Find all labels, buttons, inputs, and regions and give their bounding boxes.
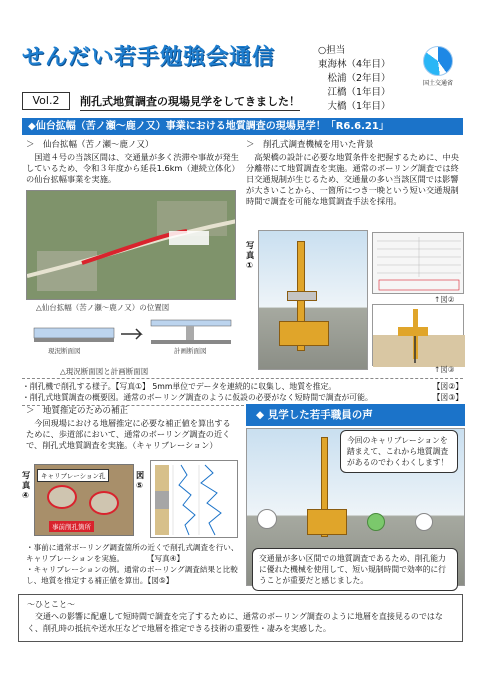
right-section-heading: ＞ 削孔式調査機械を用いた背景 <box>246 140 374 150</box>
pre-drill-label: 事前削孔箇所 <box>49 521 94 532</box>
staff-member: 大橋（1年目） <box>327 101 391 112</box>
map-caption: △仙台拡幅（苦ノ瀬～鹿ノ又）の位置図 <box>36 303 170 312</box>
voice-bubble-1: 今回のキャリブレーションを踏まえて、これから地質調査があるのでわくわくします！ <box>340 430 458 473</box>
newsletter-title: せんだい若手勉強会通信 <box>22 45 276 70</box>
current-section-label: 現況断面図 <box>48 347 81 355</box>
drill-photo <box>258 230 368 370</box>
note-row: ・削孔式地質調査の概要図。通常のボーリング調査のように仮設の必要がなく短時間で調査が可能。 【図③】 <box>22 393 463 402</box>
section-caption: △現況断面図と計画断面図 <box>60 367 149 376</box>
voices-banner: ◆ 見学した若手職員の声 <box>246 404 465 426</box>
staff-list <box>318 44 391 114</box>
photo4-label: 写真④ <box>22 470 31 500</box>
mlit-logo <box>418 46 458 87</box>
calibration-heading: ＞ 地質推定のための補正 <box>26 406 129 416</box>
main-banner: ◆仙台拡幅（苦ノ瀬～鹿ノ又）事業における地質調査の現場見学！「R6.6.21」 <box>22 118 463 135</box>
calibration-photo <box>34 464 134 536</box>
volume-badge: Vol.2 <box>22 92 70 110</box>
mlit-logo-icon <box>423 46 453 76</box>
calibration-chart <box>150 460 238 538</box>
footer-box <box>18 594 463 642</box>
photo1-label: 写真① <box>246 240 255 270</box>
right-section-body: 高架橋の設計に必要な地質条件を把握するために、中央分離帯にて地質調査を実施。通常のボーリング調査では終日交通規制が生じるため、交通量の多い当該区間では影響が大きいことから、一箇所につき一晩という短い交通規制時間で調査を可能な地質調査手法を採用。 <box>246 152 459 206</box>
calibration-body: 今回現場における地層推定に必要な補正値を算出するために、歩道部において、通常のボーリング調査の近くで、削孔式地質調査を実施。（キャリブレーション） <box>26 418 231 450</box>
left-section-heading: ＞ 仙台拡幅（苦ノ瀬～鹿ノ又） <box>26 140 154 150</box>
staff-heading: ○担当 <box>318 45 346 56</box>
left-section-body: 国道４号の当該区間は、交通量が多く渋滞や事故が発生しているため、令和３年度から延長1.6km（連続立体化）の仙台拡幅事業を実施。 <box>26 152 240 184</box>
fig3-label: ↑図③ <box>434 365 455 374</box>
calibration-notes <box>26 542 240 586</box>
fig5-label: 図⑤ <box>136 470 145 490</box>
photo-notes <box>22 378 463 406</box>
calibration-note: ・事前に通常ボーリング調査箇所の近くで削孔式調査を行い、キャリブレーションを実施。 【写真④】 <box>26 543 239 563</box>
staff-member: 東海林（4年目） <box>318 59 391 70</box>
spec-diagram <box>372 232 464 294</box>
logo-text: 国土交通省 <box>422 80 453 87</box>
aerial-map <box>26 190 236 300</box>
subtitle: 削孔式地質調査の現場見学をしてきました！ <box>80 93 300 111</box>
footer-body: 交通への影響に配慮して短時間で調査を完了するために、通常のボーリング調査のように地層を直接見るのではなく、削孔時の抵抗や送水圧などで地層を推定できる技術の重要性・凄みを実感した。 <box>27 612 443 633</box>
cross-section-diagram <box>26 314 236 362</box>
staff-member: 松浦（2年目） <box>327 73 391 84</box>
staff-member: 江橋（1年目） <box>327 87 391 98</box>
overview-diagram <box>372 304 464 366</box>
calib-hole-label: キャリブレーション孔 <box>37 469 109 482</box>
calibration-note: ・キャリブレーションの例。通常のボーリング調査結果と比較し、地質を推定する補正値を算出。【図⑤】 <box>26 565 238 585</box>
voice-bubble-2: 交通量が多い区間での地質調査であるため、削孔能力に優れた機械を使用して、短い規制時間で効率的に行うことが重要だと感じました。 <box>252 548 458 591</box>
route-overlay <box>27 191 236 300</box>
plan-section-label: 計画断面図 <box>174 347 207 355</box>
note-row: ・削孔機で削孔する様子。【写真①】 5mm単位でデータを連続的に収集し、地質を推定。 【図②】 <box>22 382 463 391</box>
footer-heading: ～ひとこと～ <box>27 600 75 609</box>
fig2-label: ↑図② <box>434 295 455 304</box>
